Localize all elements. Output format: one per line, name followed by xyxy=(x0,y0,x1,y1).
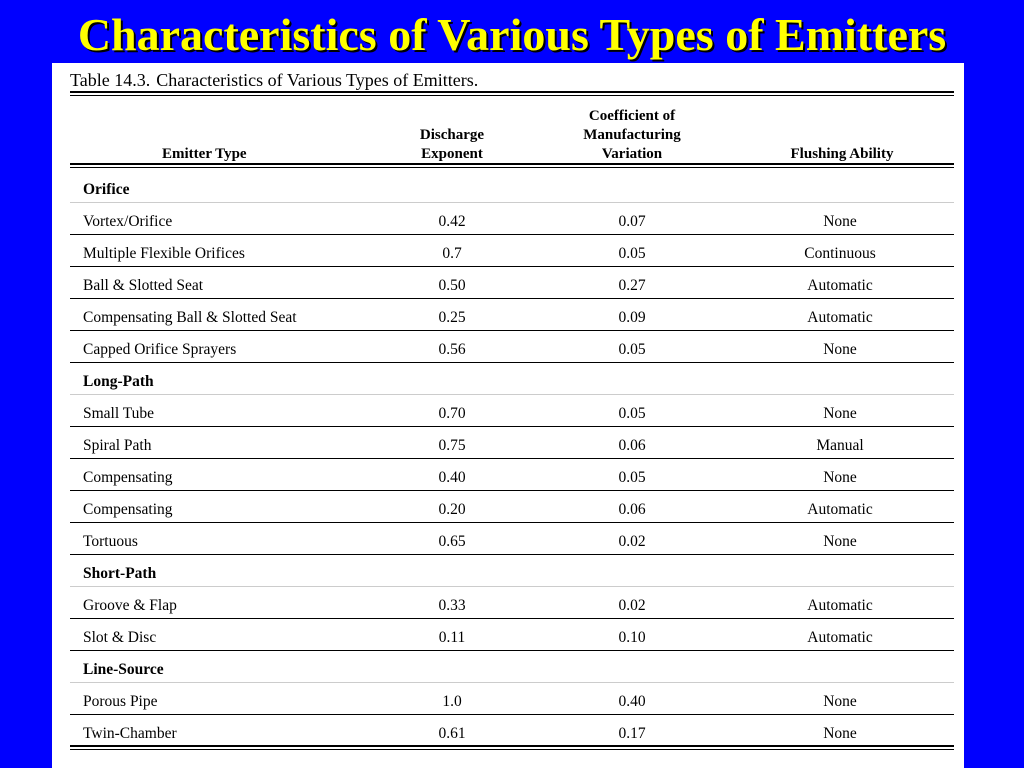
cell-flushing-ability: Automatic xyxy=(807,597,873,614)
cell-flushing-ability: None xyxy=(823,469,857,486)
top-rule xyxy=(70,91,954,93)
cell-emitter-type: Compensating xyxy=(83,501,173,518)
cell-emitter-type: Twin-Chamber xyxy=(83,725,177,742)
cell-flushing-ability: None xyxy=(823,693,857,710)
cell-discharge-exponent: 1.0 xyxy=(442,693,462,710)
bottom-rule-thin xyxy=(70,749,954,750)
cell-coefficient: 0.40 xyxy=(618,693,646,710)
cell-flushing-ability: Automatic xyxy=(807,277,873,294)
bottom-rule xyxy=(70,745,954,747)
table-caption-title: Characteristics of Various Types of Emitters. xyxy=(156,70,479,90)
table-row xyxy=(70,299,954,331)
cell-emitter-type: Multiple Flexible Orifices xyxy=(83,245,245,262)
cell-discharge-exponent: 0.56 xyxy=(438,341,466,358)
table-caption xyxy=(70,69,478,91)
cell-flushing-ability: None xyxy=(823,533,857,550)
cell-discharge-exponent: 0.75 xyxy=(438,437,466,454)
cell-flushing-ability: Automatic xyxy=(807,501,873,518)
cell-coefficient: 0.05 xyxy=(618,405,646,422)
table-row xyxy=(70,395,954,427)
group-header-row xyxy=(70,651,954,683)
cell-coefficient: 0.06 xyxy=(618,437,646,454)
group-label: Line-Source xyxy=(83,661,164,678)
cell-emitter-type: Capped Orifice Sprayers xyxy=(83,341,237,358)
header-rule-thin xyxy=(70,167,954,168)
table-row xyxy=(70,619,954,651)
cell-emitter-type: Slot & Disc xyxy=(83,629,157,646)
cell-coefficient: 0.10 xyxy=(618,629,646,646)
cell-coefficient: 0.06 xyxy=(618,501,646,518)
table-caption-number: Table 14.3. xyxy=(70,70,151,90)
cell-coefficient: 0.09 xyxy=(618,309,646,326)
cell-emitter-type: Compensating xyxy=(83,469,173,486)
table-row xyxy=(70,203,954,235)
header-rule xyxy=(70,163,954,165)
group-header-row xyxy=(70,555,954,587)
table-row xyxy=(70,235,954,267)
cell-coefficient: 0.05 xyxy=(618,341,646,358)
table-row xyxy=(70,427,954,459)
cell-discharge-exponent: 0.40 xyxy=(438,469,466,486)
table-row xyxy=(70,331,954,363)
table-row xyxy=(70,683,954,715)
cell-coefficient: 0.27 xyxy=(618,277,646,294)
cell-emitter-type: Spiral Path xyxy=(83,437,152,454)
cell-discharge-exponent: 0.7 xyxy=(442,245,462,262)
cell-discharge-exponent: 0.11 xyxy=(438,629,466,646)
cell-discharge-exponent: 0.33 xyxy=(438,597,466,614)
header-flushing-ability: Flushing Ability xyxy=(790,146,894,162)
cell-coefficient: 0.17 xyxy=(618,725,646,742)
table-row xyxy=(70,267,954,299)
cell-coefficient: 0.02 xyxy=(618,533,646,550)
cell-discharge-exponent: 0.25 xyxy=(438,309,466,326)
cell-emitter-type: Tortuous xyxy=(83,533,138,550)
table-row xyxy=(70,491,954,523)
slide-title: Characteristics of Various Types of Emitters xyxy=(77,9,947,60)
cell-flushing-ability: Automatic xyxy=(807,309,873,326)
cell-emitter-type: Compensating Ball & Slotted Seat xyxy=(83,309,297,326)
cell-coefficient: 0.02 xyxy=(618,597,646,614)
cell-coefficient: 0.05 xyxy=(618,469,646,486)
cell-flushing-ability: Automatic xyxy=(807,629,873,646)
group-label: Long-Path xyxy=(83,373,154,390)
cell-emitter-type: Ball & Slotted Seat xyxy=(83,277,204,294)
header-discharge-exponent: Discharge Exponent xyxy=(419,127,485,162)
table-row xyxy=(70,715,954,747)
cell-coefficient: 0.05 xyxy=(618,245,646,262)
cell-flushing-ability: Continuous xyxy=(804,245,876,262)
cell-flushing-ability: Manual xyxy=(816,437,864,454)
table-row xyxy=(70,459,954,491)
cell-discharge-exponent: 0.70 xyxy=(438,405,466,422)
table-row xyxy=(70,587,954,619)
top-rule-thin xyxy=(70,95,954,96)
cell-discharge-exponent: 0.50 xyxy=(438,277,466,294)
group-label: Short-Path xyxy=(83,565,157,582)
header-coefficient: Coefficient of Manufacturing Variation xyxy=(583,108,681,162)
cell-emitter-type: Small Tube xyxy=(83,405,155,422)
cell-flushing-ability: None xyxy=(823,725,857,742)
cell-flushing-ability: None xyxy=(823,341,857,358)
cell-emitter-type: Vortex/Orifice xyxy=(83,213,173,230)
cell-coefficient: 0.07 xyxy=(618,213,646,230)
cell-discharge-exponent: 0.65 xyxy=(438,533,466,550)
table-row xyxy=(70,523,954,555)
cell-discharge-exponent: 0.42 xyxy=(438,213,466,230)
group-label: Orifice xyxy=(83,181,130,198)
group-header-row xyxy=(70,171,954,203)
header-emitter-type: Emitter Type xyxy=(162,146,247,162)
cell-discharge-exponent: 0.61 xyxy=(438,725,466,742)
cell-flushing-ability: None xyxy=(823,213,857,230)
cell-discharge-exponent: 0.20 xyxy=(438,501,466,518)
document-page xyxy=(52,63,964,768)
cell-emitter-type: Groove & Flap xyxy=(83,597,177,614)
cell-flushing-ability: None xyxy=(823,405,857,422)
group-header-row xyxy=(70,363,954,395)
cell-emitter-type: Porous Pipe xyxy=(83,693,158,710)
